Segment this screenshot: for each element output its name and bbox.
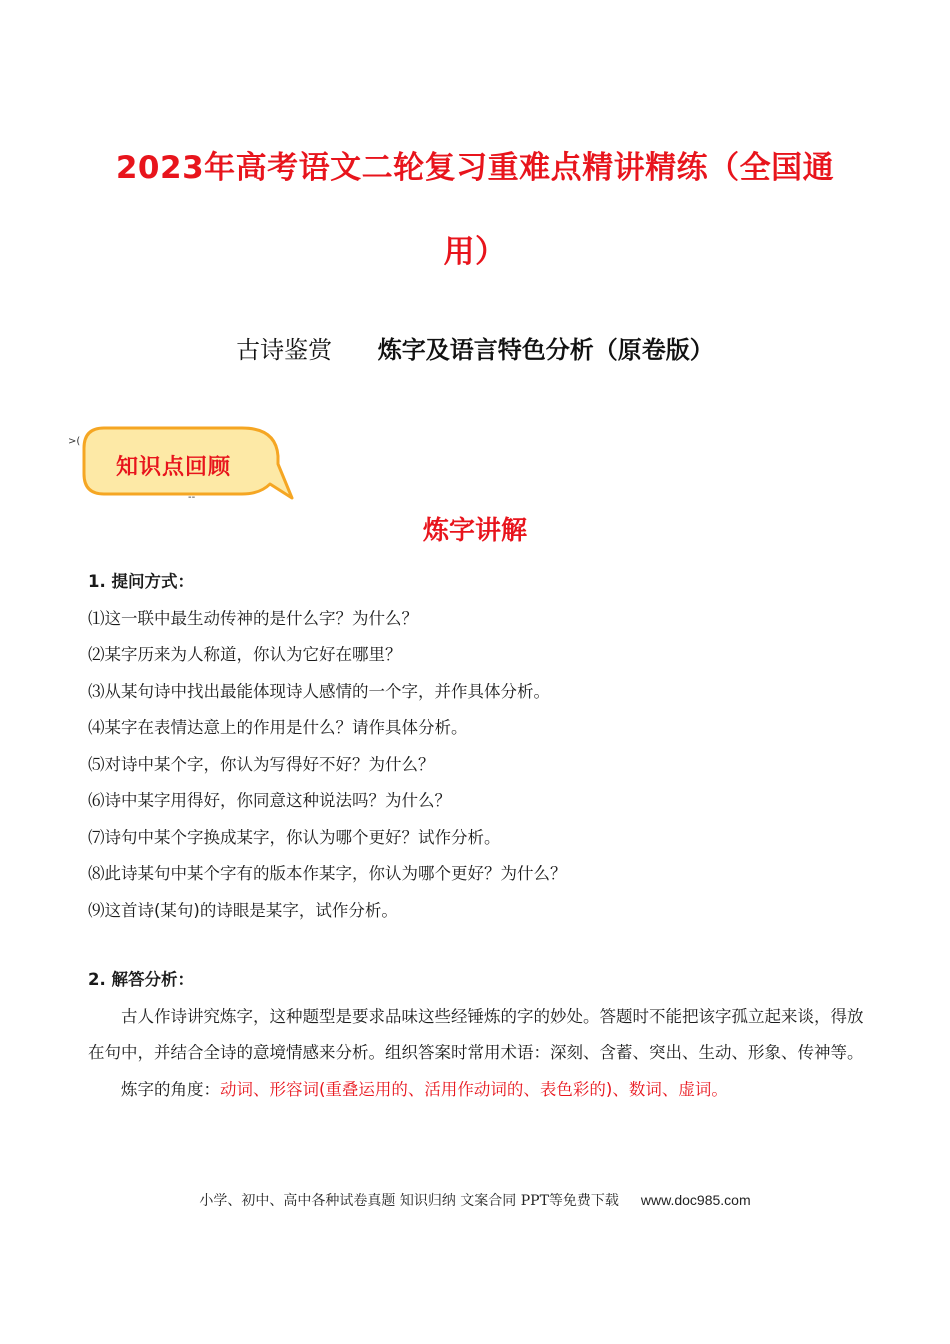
answer-paragraph-1: 古人作诗讲究炼字，这种题型是要求品味这些经锤炼的字的妙处。答题时不能把该字孤立起来谈，得放在句中，并结合全诗的意境情感来分析。组织答案时常用术语：深刻、含蓄、突出、生动、形象、传神等。 xyxy=(88,1006,864,1062)
subtitle-topic: 炼字及语言特色分析（原卷版） xyxy=(377,336,714,364)
list-item: ⑷某字在表情达意上的作用是什么？请作具体分析。 xyxy=(88,718,468,737)
badge-decoration-left: >( xyxy=(68,436,81,447)
list-item: ⑵某字历来为人称道，你认为它好在哪里？ xyxy=(88,645,402,664)
badge-decoration-bottom: -- xyxy=(188,492,196,503)
page-subtitle xyxy=(0,330,950,365)
angle-prefix: 炼字的角度： xyxy=(121,1079,220,1099)
badge-label: 知识点回顾 xyxy=(116,455,232,480)
list-item: ⑴这一联中最生动传神的是什么字？为什么？ xyxy=(88,608,418,628)
list-item: ⑹诗中某字用得好，你同意这种说法吗？为什么？ xyxy=(88,791,451,810)
list-item: ⑺诗句中某个字换成某字，你认为哪个更好？试作分析。 xyxy=(88,827,501,847)
subtitle-category: 古诗鉴赏 xyxy=(236,336,333,364)
footer-text: 小学、初中、高中各种试卷真题 知识归纳 文案合同 PPT等免费下载 xyxy=(199,1193,619,1209)
page-title-line-1: 2023年高考语文二轮复习重难点精讲精练（全国通 xyxy=(115,150,835,186)
angle-highlight: 动词、形容词(重叠运用的、活用作动词的、表色彩的)、数词、虚词。 xyxy=(220,1079,728,1099)
question-heading: 1. 提问方式： xyxy=(88,572,194,591)
question-list xyxy=(88,564,868,929)
section-heading: 炼字讲解 xyxy=(422,516,527,546)
list-item: ⑻此诗某句中某个字有的版本作某字，你认为哪个更好？为什么？ xyxy=(88,864,567,883)
footer-link[interactable]: www.doc985.com xyxy=(640,1192,751,1208)
list-item: ⑸对诗中某个字，你认为写得好不好？为什么？ xyxy=(88,754,435,774)
list-item: ⑶从某句诗中找出最能体现诗人感情的一个字，并作具体分析。 xyxy=(88,681,550,701)
answer-paragraph-2 xyxy=(88,1072,868,1109)
page-footer xyxy=(0,1190,950,1210)
knowledge-review-badge xyxy=(64,420,294,510)
list-item: ⑼这首诗(某句)的诗眼是某字，试作分析。 xyxy=(88,900,398,920)
page-title-line-2: 用） xyxy=(443,234,507,270)
answer-heading: 2. 解答分析： xyxy=(88,970,194,989)
answer-section xyxy=(88,962,868,1108)
